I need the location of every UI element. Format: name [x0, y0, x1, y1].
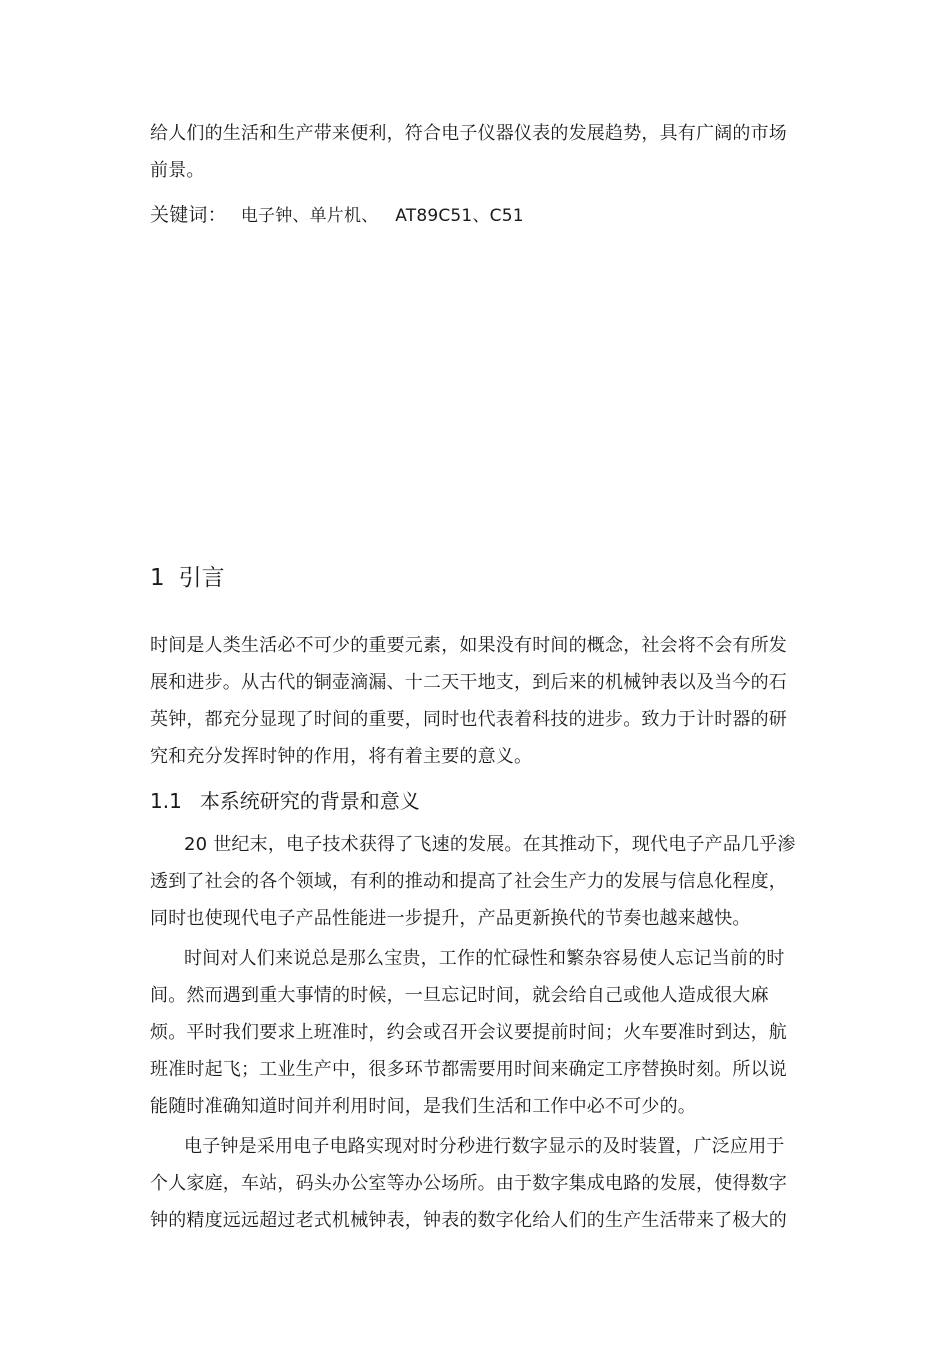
text-line: 钟的精度远远超过老式机械钟表，钟表的数字化给人们的生产生活带来了极大的	[150, 1210, 787, 1231]
text-line: 能随时准确知道时间并利用时间，是我们生活和工作中必不可少的。	[150, 1096, 696, 1117]
text-line: 20 世纪末，电子技术获得了飞速的发展。在其推动下，现代电子产品几乎渗	[184, 834, 796, 855]
keywords-label: 关键词：	[150, 204, 227, 226]
text-line: 班准时起飞；工业生产中，很多环节都需要用时间来确定工序替换时刻。所以说	[150, 1059, 787, 1080]
body-paragraph	[150, 1128, 790, 1239]
text-line: 个人家庭，车站，码头办公室等办公场所。由于数字集成电路的发展，使得数字	[150, 1173, 787, 1194]
keywords-value: 电子钟、单片机、 AT89C51、C51	[240, 206, 524, 226]
text-line: 同时也使现代电子产品性能进一步提升，产品更新换代的节奏也越来越快。	[150, 908, 751, 929]
text-line: 间。然而遇到重大事情的时候，一旦忘记时间，就会给自己或他人造成很大麻	[150, 985, 769, 1006]
section-heading-1	[150, 560, 790, 596]
text-line: 烦。平时我们要求上班准时，约会或召开会议要提前时间；火车要准时到达，航	[150, 1022, 787, 1043]
section-title: 引言	[178, 565, 225, 591]
text-line: 英钟，都充分显现了时间的重要，同时也代表着科技的进步。致力于计时器的研	[150, 709, 787, 730]
text-line: 时间对人们来说总是那么宝贵，工作的忙碌性和繁杂容易使人忘记当前的时	[184, 948, 785, 969]
section-number: 1	[150, 565, 165, 591]
text-line: 电子钟是采用电子电路实现对时分秒进行数字显示的及时装置，广泛应用于	[184, 1136, 785, 1157]
text-line: 前景。	[150, 160, 205, 181]
subsection-heading-1-1	[150, 785, 790, 817]
text-line: 时间是人类生活必不可少的重要元素，如果没有时间的概念，社会将不会有所发	[150, 635, 787, 656]
subsection-title: 本系统研究的背景和意义	[199, 789, 420, 813]
subsection-number: 1.1	[150, 789, 182, 813]
text-line: 透到了社会的各个领域，有利的推动和提高了社会生产力的发展与信息化程度，	[150, 871, 787, 892]
text-line: 究和充分发挥时钟的作用，将有着主要的意义。	[150, 746, 533, 767]
keywords-line	[150, 197, 790, 234]
body-paragraph	[150, 826, 796, 937]
abstract-tail	[150, 115, 790, 189]
text-line: 给人们的生活和生产带来便利，符合电子仪器仪表的发展趋势，具有广阔的市场	[150, 123, 787, 144]
intro-paragraph	[150, 627, 790, 775]
body-paragraph	[150, 940, 790, 1125]
text-line: 展和进步。从古代的铜壶滴漏、十二天干地支，到后来的机械钟表以及当今的石	[150, 672, 787, 693]
